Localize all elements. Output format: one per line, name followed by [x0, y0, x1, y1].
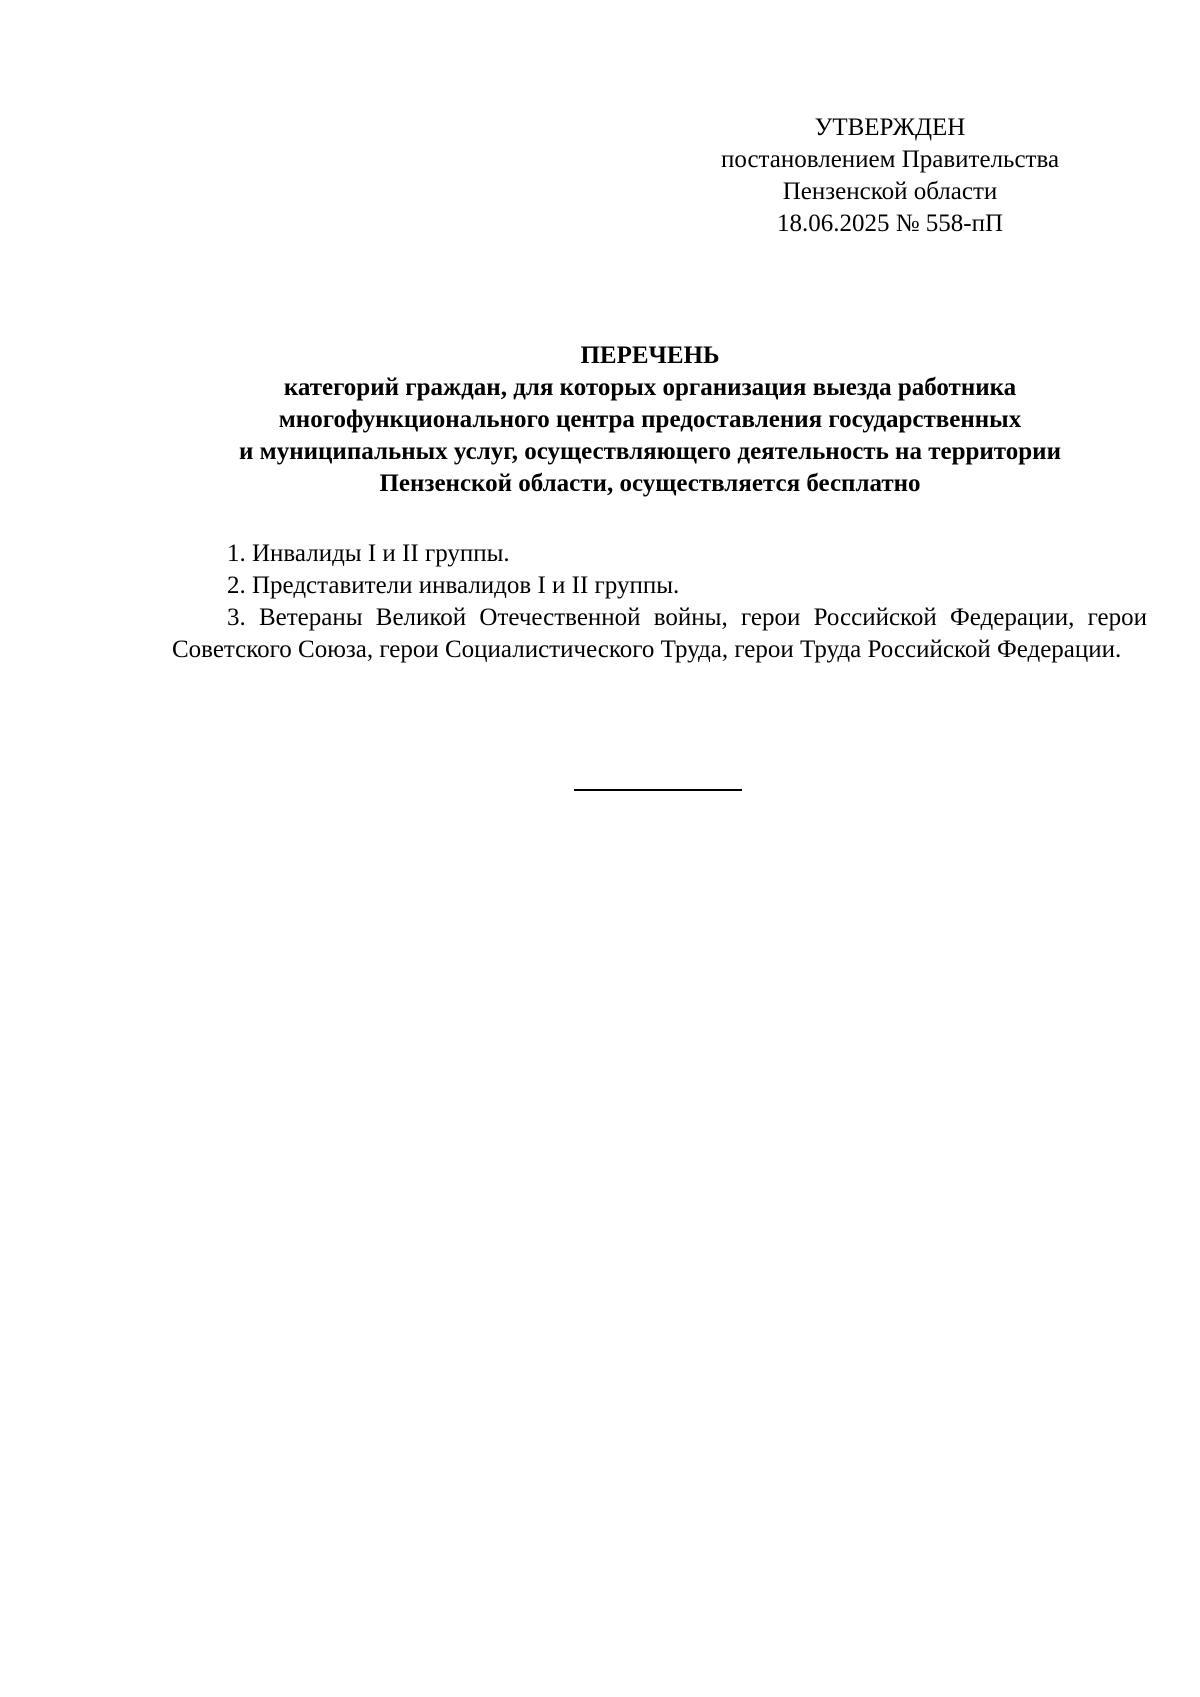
approval-region: Пензенской области: [782, 178, 998, 205]
end-divider: [574, 789, 742, 791]
category-list: [172, 538, 1147, 666]
list-item: 3. Ветераны Великой Отечественной войны, герои Российской Федерации, герои Советского Союза, герои Социалистического Труда, герои Труда Российской Федерации.: [172, 604, 1147, 663]
approval-status: УТВЕРЖДЕН: [814, 114, 966, 141]
document-title: [150, 340, 1150, 500]
title-line-2: многофункционального центра предоставления государственных: [278, 406, 1022, 433]
approval-authority: постановлением Правительства: [720, 146, 1060, 173]
list-item: 2. Представители инвалидов I и II группы.: [227, 572, 680, 599]
title-line-3: и муниципальных услуг, осуществляющего деятельность на территории: [239, 438, 1061, 465]
title-line-1: категорий граждан, для которых организация выезда работника: [283, 374, 1017, 401]
list-item: 1. Инвалиды I и II группы.: [227, 540, 510, 567]
title-heading: ПЕРЕЧЕНЬ: [580, 342, 720, 369]
title-line-4: Пензенской области, осуществляется бесплатно: [379, 470, 921, 497]
approval-stamp-block: [680, 112, 1100, 240]
approval-date-number: 18.06.2025 № 558-пП: [776, 210, 1004, 237]
